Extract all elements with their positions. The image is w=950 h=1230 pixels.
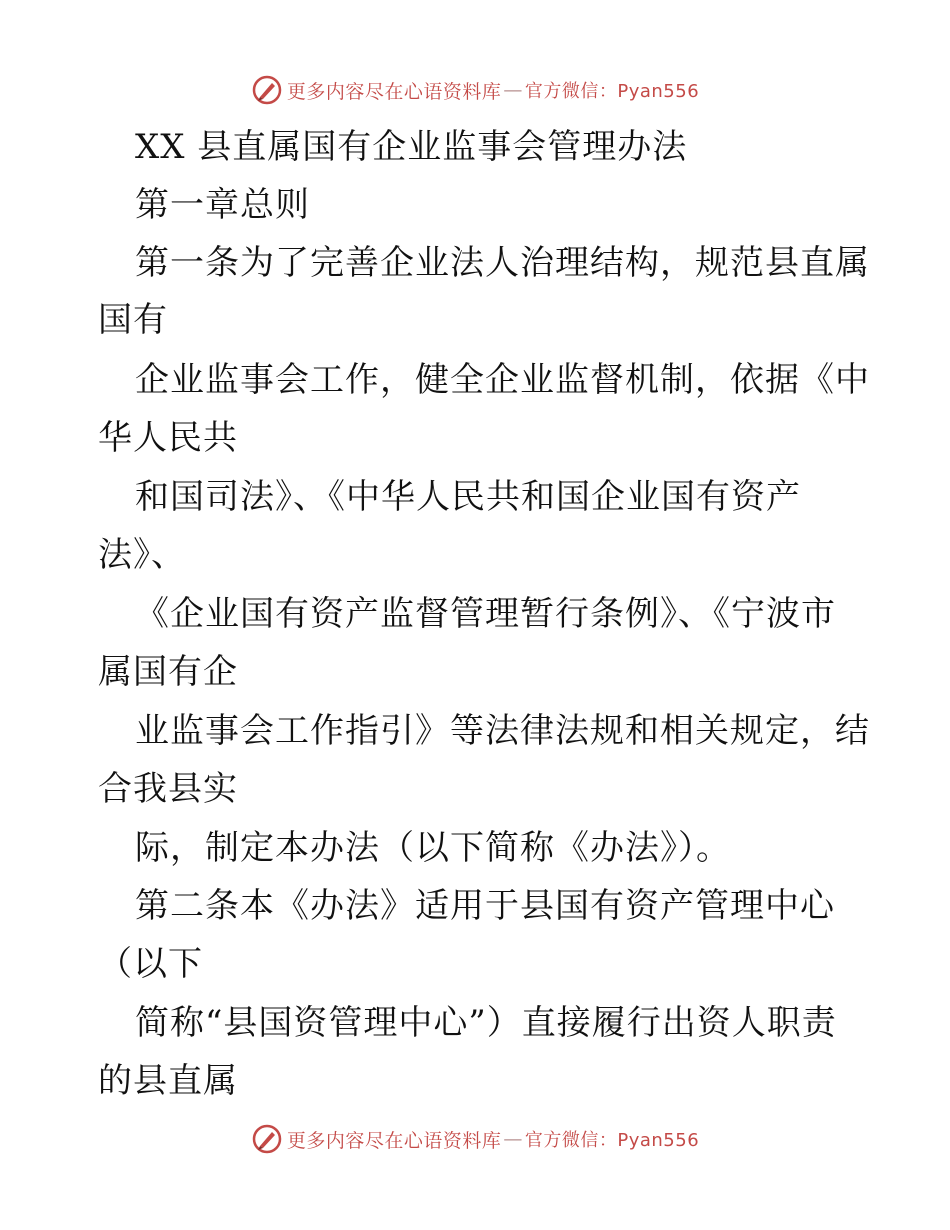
paragraph-line: 业监事会工作指引》等法律法规和相关规定，结	[135, 711, 870, 751]
watermark-separator: —	[503, 79, 523, 101]
paragraph-line: 简称“县国资管理中心”）直接履行出资人职责	[135, 1003, 837, 1043]
paragraph-line: 法》、	[98, 535, 186, 575]
document-title: XX 县直属国有企业监事会管理办法	[135, 127, 688, 167]
header-watermark	[0, 70, 950, 110]
paragraph-line: 的县直属	[98, 1061, 238, 1101]
paragraph-line: 企业监事会工作，健全企业监督机制，依据《中	[135, 360, 870, 400]
paragraph-line: 《企业国有资产监督管理暂行条例》、《宁波市	[135, 594, 836, 634]
paragraph-line: （以下	[98, 944, 203, 984]
pen-logo-icon	[251, 1123, 283, 1155]
paragraph-line: 第一条为了完善企业法人治理结构，规范县直属	[135, 243, 870, 283]
paragraph-line: 华人民共	[98, 418, 238, 458]
chapter-heading: 第一章总则	[135, 185, 310, 225]
paragraph-line: 属国有企	[98, 652, 238, 692]
paragraph-line: 合我县实	[98, 769, 238, 809]
paragraph-line: 际，制定本办法（以下简称《办法》）。	[135, 828, 731, 868]
watermark-text: 更多内容尽在心语资料库	[286, 80, 502, 103]
footer-watermark	[0, 1119, 950, 1159]
watermark-text: 更多内容尽在心语资料库	[286, 1129, 502, 1152]
watermark-contact: 官方微信：Pyan556	[524, 81, 700, 102]
paragraph-line: 第二条本《办法》适用于县国有资产管理中心	[135, 886, 835, 926]
watermark-separator: —	[503, 1128, 523, 1150]
pen-logo-icon	[251, 74, 283, 106]
paragraph-line: 国有	[98, 300, 168, 340]
paragraph-line: 和国司法》、《中华人民共和国企业国有资产	[135, 477, 801, 517]
watermark-contact: 官方微信：Pyan556	[524, 1130, 700, 1151]
